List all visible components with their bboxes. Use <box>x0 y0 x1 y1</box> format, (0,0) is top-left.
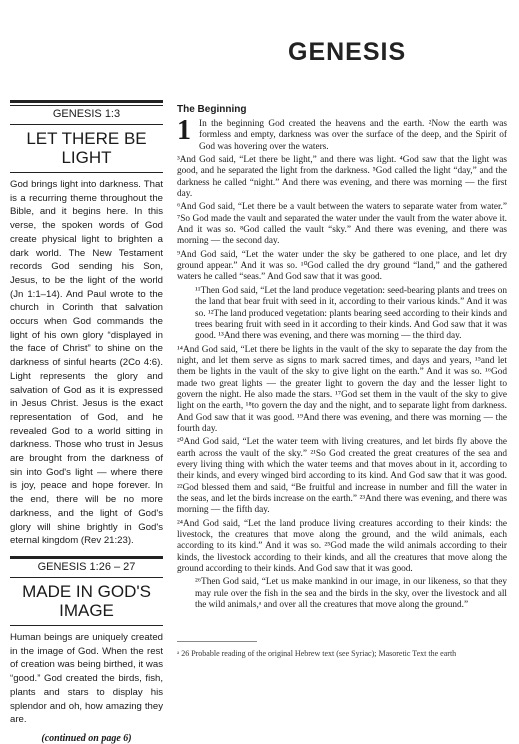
verse-paragraph: ¹¹Then God said, “Let the land produce vegetation: seed-bearing plants and trees on the land that bear fruit with seed in it, according to their various kinds.” And it was so. ¹²The land produced vegetation: plants bearing seed according to their kinds and trees bearing fruit with seed in it according to their kinds. And God saw that it was good. ¹³And there was evening, and there was morning — the third day. <box>195 285 507 342</box>
verse-paragraph: ²⁶Then God said, “Let us make mankind in our image, in our likeness, so that they may rule over the fish in the sea and the birds in the sky, over the livestock and all the wild animals,ᵃ and over all the creatures that move along the ground.” <box>195 577 507 611</box>
verse-paragraph: ²⁰And God said, “Let the water teem with living creatures, and let birds fly above the earth across the vault of the sky.” ²¹So God created the great creatures of the sea and every living thing with which the water teems and that moves about in it, according to their kinds, and every winged bird according to its kind. And God saw that it was good. ²²God blessed them and said, “Be fruitful and increase in number and fill the water in the seas, and let the birds increase on the earth.” ²³And there was evening, and there was morning — the fifth day. <box>177 437 507 516</box>
sidebar-rule <box>10 625 163 626</box>
sidebar-body: God brings light into darkness. That is a recurring theme throughout the Bible, and it begins here. In this verse, the spoken words of God create physical light to brighten a dark world. The New Testament records God sending his Son, Jesus, to be the light of the world (Jn 1:1–14). And Paul wrote to the church in Corinth that salvation occurs when God commands the light of his own glory “displayed in the face of Christ” to shine on the darkness of sinful hearts (2Co 4:6). Light represents the glory and salvation of God as it is expressed in Jesus Christ. Jesus is the exact representation of God, and he revealed God to a world sitting in darkness. Those who trust in Jesus are brought from the darkness of sin into God's light — where there is joy, peace and hope forever. In the end, there will be no more darkness, and the light of God's glory will shine brightly in God's eternal kingdom (Rev 21:23). <box>10 179 163 547</box>
sidebar-heading: MADE IN GOD'S IMAGE <box>22 581 151 620</box>
verse-paragraph <box>177 115 507 153</box>
sidebar-heading: LET THERE BE LIGHT <box>26 129 147 167</box>
scripture-column <box>177 104 507 613</box>
book-title: GENESIS <box>288 38 407 66</box>
sidebar-body: Human beings are uniquely created in the image of God. When the rest of creation was being birthed, it was “good.” God created the birds, fish, plants and stars to display his splendor and oh, how amazing they are. <box>10 631 163 726</box>
verse-paragraph: ²⁴And God said, “Let the land produce living creatures according to their kinds: the livestock, the creatures that move along the ground, and the wild animals, each according to its kind.” And it was so. ²⁵God made the wild animals according to their kinds, the livestock according to their kinds, and all the creatures that move along the ground according to their kinds. And God saw that it was good. <box>177 518 507 575</box>
verse-paragraph: ⁶And God said, “Let there be a vault between the waters to separate water from water.” ⁷So God made the vault and separated the water under the vault from the water above it. And it was so. ⁸God called the vault “sky.” And there was evening, and there was morning — the second day. <box>177 202 507 247</box>
footnote-rule <box>177 641 257 642</box>
verse-paragraph: ⁹And God said, “Let the water under the sky be gathered to one place, and let dry ground appear.” And it was so. ¹⁰God called the dry ground “land,” and the gathered waters he called “seas.” And God saw that it was good. <box>177 249 507 283</box>
sidebar-reference: GENESIS 1:3 <box>52 108 121 120</box>
section-heading: The Beginning <box>177 104 247 115</box>
sidebar <box>10 100 163 744</box>
chapter-number: 1 <box>177 115 191 146</box>
continued-note: (continued on page 6) <box>41 732 132 744</box>
verse-paragraph: ¹⁴And God said, “Let there be lights in the vault of the sky to separate the day from the night, and let them serve as signs to mark sacred times, and days and years, ¹⁵and let them be lights in the vault of the sky to give light on the earth.” And it was so. ¹⁶God made two great lights — the greater light to govern the day and the lesser light to govern the night. He also made the stars. ¹⁷God set them in the vault of the sky to give light on the earth, ¹⁸to govern the day and the night, and to separate light from darkness. And God saw that it was good. ¹⁹And there was evening, and there was morning — the fourth day. <box>177 344 507 434</box>
sidebar-reference: GENESIS 1:26 – 27 <box>37 560 136 573</box>
verse-text: In the beginning God created the heavens and the earth. ²Now the earth was formless and empty, darkness was over the surface of the deep, and the Spirit of God was hovering over the waters. <box>199 119 507 152</box>
sidebar-rule <box>10 100 163 103</box>
sidebar-rule <box>10 172 163 173</box>
footnote: ᵃ 26 Probable reading of the original Hebrew text (see Syriac); Masoretic Text the earth <box>177 649 457 658</box>
verse-paragraph: ³And God said, “Let there be light,” and there was light. ⁴God saw that the light was good, and he separated the light from the darkness. ⁵God called the light “day,” and the darkness he called “night.” And there was evening, and there was morning — the first day. <box>177 155 507 200</box>
